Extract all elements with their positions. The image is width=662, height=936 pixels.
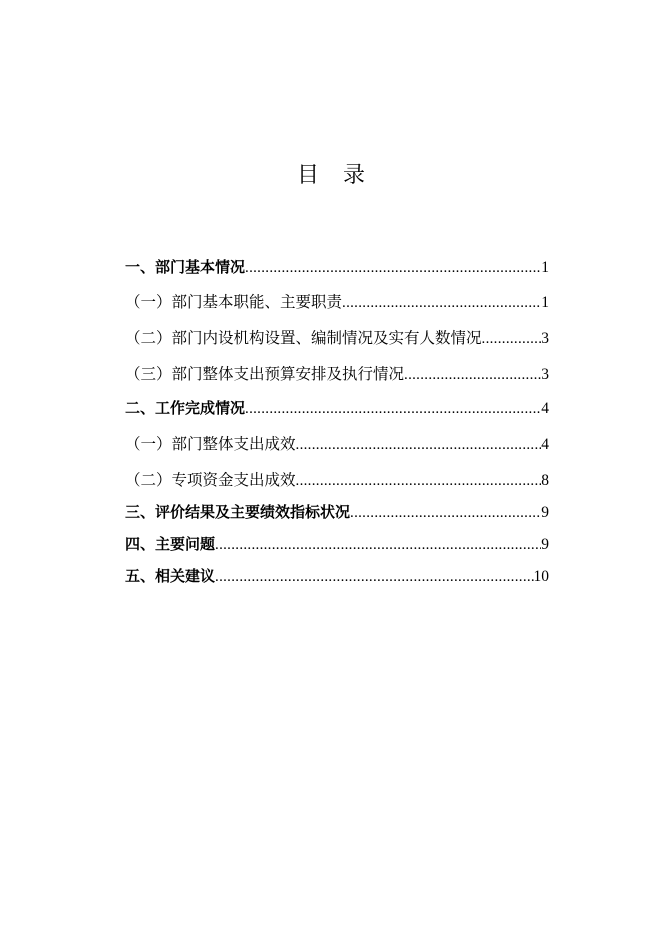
dot-leader: [404, 364, 541, 386]
dot-leader: [296, 434, 542, 456]
toc-page-number: 3: [541, 330, 549, 347]
toc-entry[interactable]: [125, 363, 549, 386]
toc-entry-label: （二）部门内设机构设置、编制情况及实有人数情况: [125, 329, 482, 347]
toc-page-number: 4: [541, 436, 549, 453]
dot-leader: [296, 470, 542, 492]
toc-entry[interactable]: [125, 501, 549, 524]
toc-page-number: 8: [541, 472, 549, 489]
toc-entry-label: （一）部门整体支出成效: [125, 435, 296, 453]
dot-leader: [215, 566, 533, 588]
dot-leader: [482, 328, 542, 350]
table-of-contents: [125, 256, 549, 588]
dot-leader: [342, 292, 541, 314]
toc-title: 目录: [296, 163, 389, 188]
toc-entry[interactable]: [125, 469, 549, 492]
toc-entry-label: （二）专项资金支出成效: [125, 471, 296, 489]
toc-page-number: 1: [541, 294, 549, 311]
toc-entry-label: （一）部门基本职能、主要职责: [125, 293, 343, 311]
toc-entry-label: 三、评价结果及主要绩效指标状况: [125, 503, 351, 521]
dot-leader: [215, 534, 541, 556]
toc-page-number: 1: [541, 259, 549, 276]
toc-entry[interactable]: [125, 397, 549, 420]
dot-leader: [245, 257, 541, 279]
toc-page-number: 10: [533, 568, 549, 585]
toc-entry[interactable]: [125, 256, 549, 279]
toc-entry-label: （三）部门整体支出预算安排及执行情况: [125, 365, 405, 383]
toc-entry[interactable]: [125, 433, 549, 456]
toc-page-number: 4: [541, 400, 549, 417]
toc-entry-label: 五、相关建议: [125, 567, 216, 585]
toc-entry[interactable]: [125, 565, 549, 588]
toc-entry-label: 二、工作完成情况: [125, 399, 246, 417]
toc-entry[interactable]: [125, 291, 549, 314]
toc-entry-label: 四、主要问题: [125, 535, 216, 553]
toc-entry[interactable]: [125, 533, 549, 556]
toc-entry[interactable]: [125, 327, 549, 350]
toc-entry-label: 一、部门基本情况: [125, 258, 246, 276]
toc-page-number: 3: [541, 366, 549, 383]
dot-leader: [350, 502, 541, 524]
toc-page-number: 9: [541, 536, 549, 553]
toc-page-number: 9: [541, 504, 549, 521]
dot-leader: [245, 398, 541, 420]
